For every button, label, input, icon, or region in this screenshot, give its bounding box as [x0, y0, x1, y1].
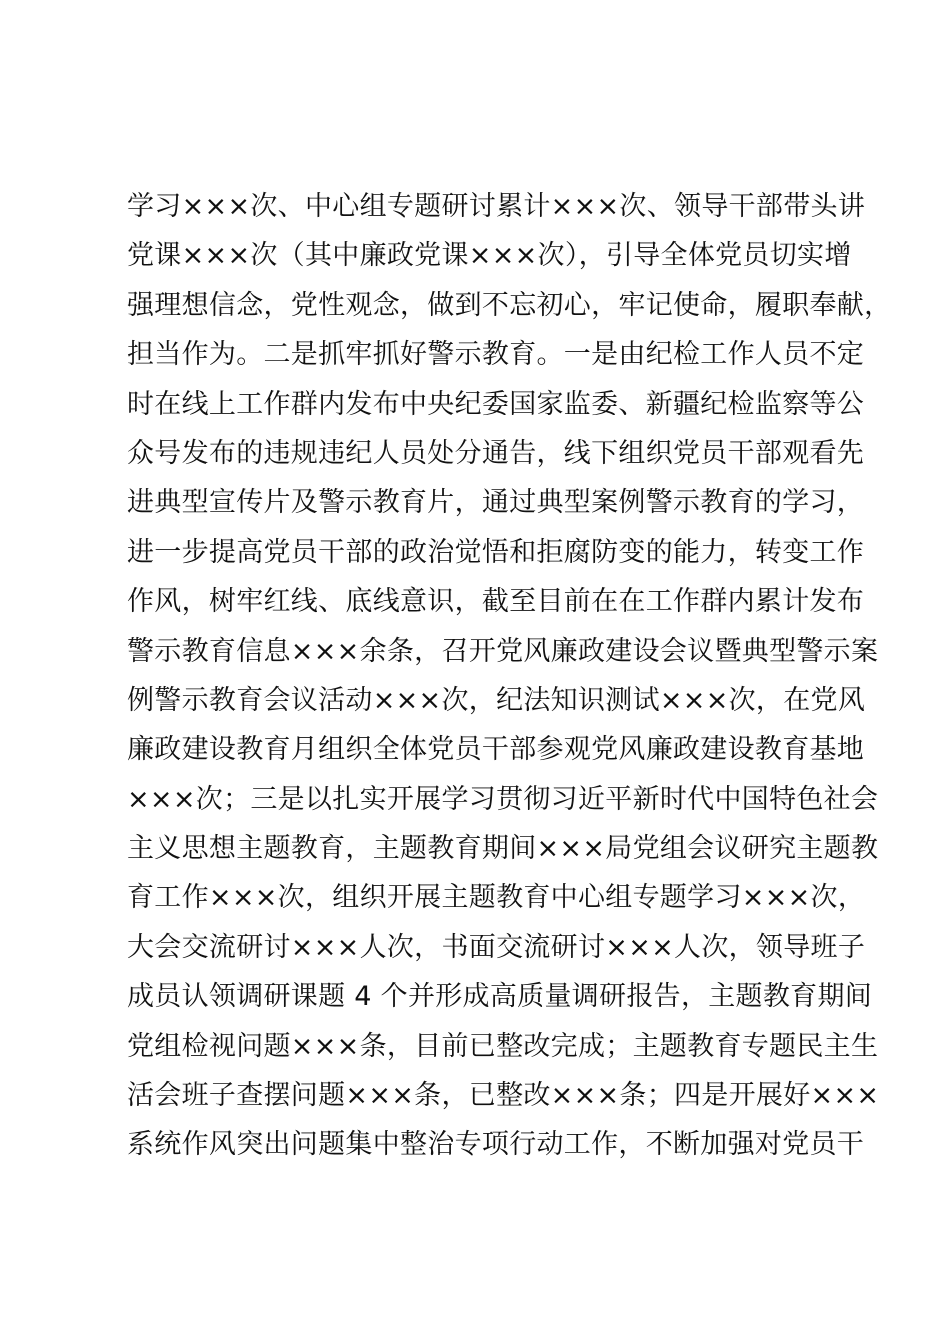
- body-text: [127, 182, 892, 1170]
- text-line-2: 党课×××次（其中廉政党课×××次），引导全体党员切实增: [127, 240, 852, 272]
- text-line-8: 进一步提高党员干部的政治觉悟和拒腐防变的能力，转变工作: [127, 536, 865, 568]
- text-line-5: 时在线上工作群内发布中央纪委国家监委、新疆纪检监察等公: [127, 388, 865, 420]
- text-line-11: 例警示教育会议活动×××次，纪法知识测试×××次，在党风: [127, 684, 866, 716]
- text-line-10: 警示教育信息×××余条，召开党风廉政建设会议暨典型警示案: [127, 635, 879, 667]
- text-line-12: 廉政建设教育月组织全体党员干部参观党风廉政建设教育基地: [127, 734, 865, 766]
- text-line-14: 主义思想主题教育，主题教育期间×××局党组会议研究主题教: [127, 833, 879, 865]
- text-line-16: 大会交流研讨×××人次，书面交流研讨×××人次，领导班子: [127, 931, 866, 963]
- text-line-9: 作风，树牢红线、底线意识，截至目前在在工作群内累计发布: [127, 586, 865, 618]
- text-line-19: 活会班子查摆问题×××条，已整改×××条；四是开展好×××: [127, 1080, 880, 1112]
- text-line-17: 成员认领调研课题 4 个并形成高质量调研报告，主题教育期间: [127, 981, 873, 1013]
- text-line-1: 学习×××次、中心组专题研讨累计×××次、领导干部带头讲: [127, 191, 866, 222]
- text-line-13: ×××次；三是以扎实开展学习贯彻习近平新时代中国特色社会: [127, 783, 879, 815]
- text-line-20: 系统作风突出问题集中整治专项行动工作，不断加强对党员干: [127, 1129, 865, 1161]
- text-line-15: 育工作×××次，组织开展主题教育中心组专题学习×××次，: [127, 882, 866, 914]
- text-line-18: 党组检视问题×××条，目前已整改完成；主题教育专题民主生: [127, 1030, 879, 1062]
- text-line-7: 进典型宣传片及警示教育片，通过典型案例警示教育的学习，: [127, 487, 865, 519]
- text-line-4: 担当作为。二是抓牢抓好警示教育。一是由纪检工作人员不定: [127, 339, 865, 371]
- text-line-6: 众号发布的违规违纪人员处分通告，线下组织党员干部观看先: [127, 437, 865, 469]
- text-line-3: 强理想信念，党性观念，做到不忘初心，牢记使命，履职奉献，: [127, 289, 892, 321]
